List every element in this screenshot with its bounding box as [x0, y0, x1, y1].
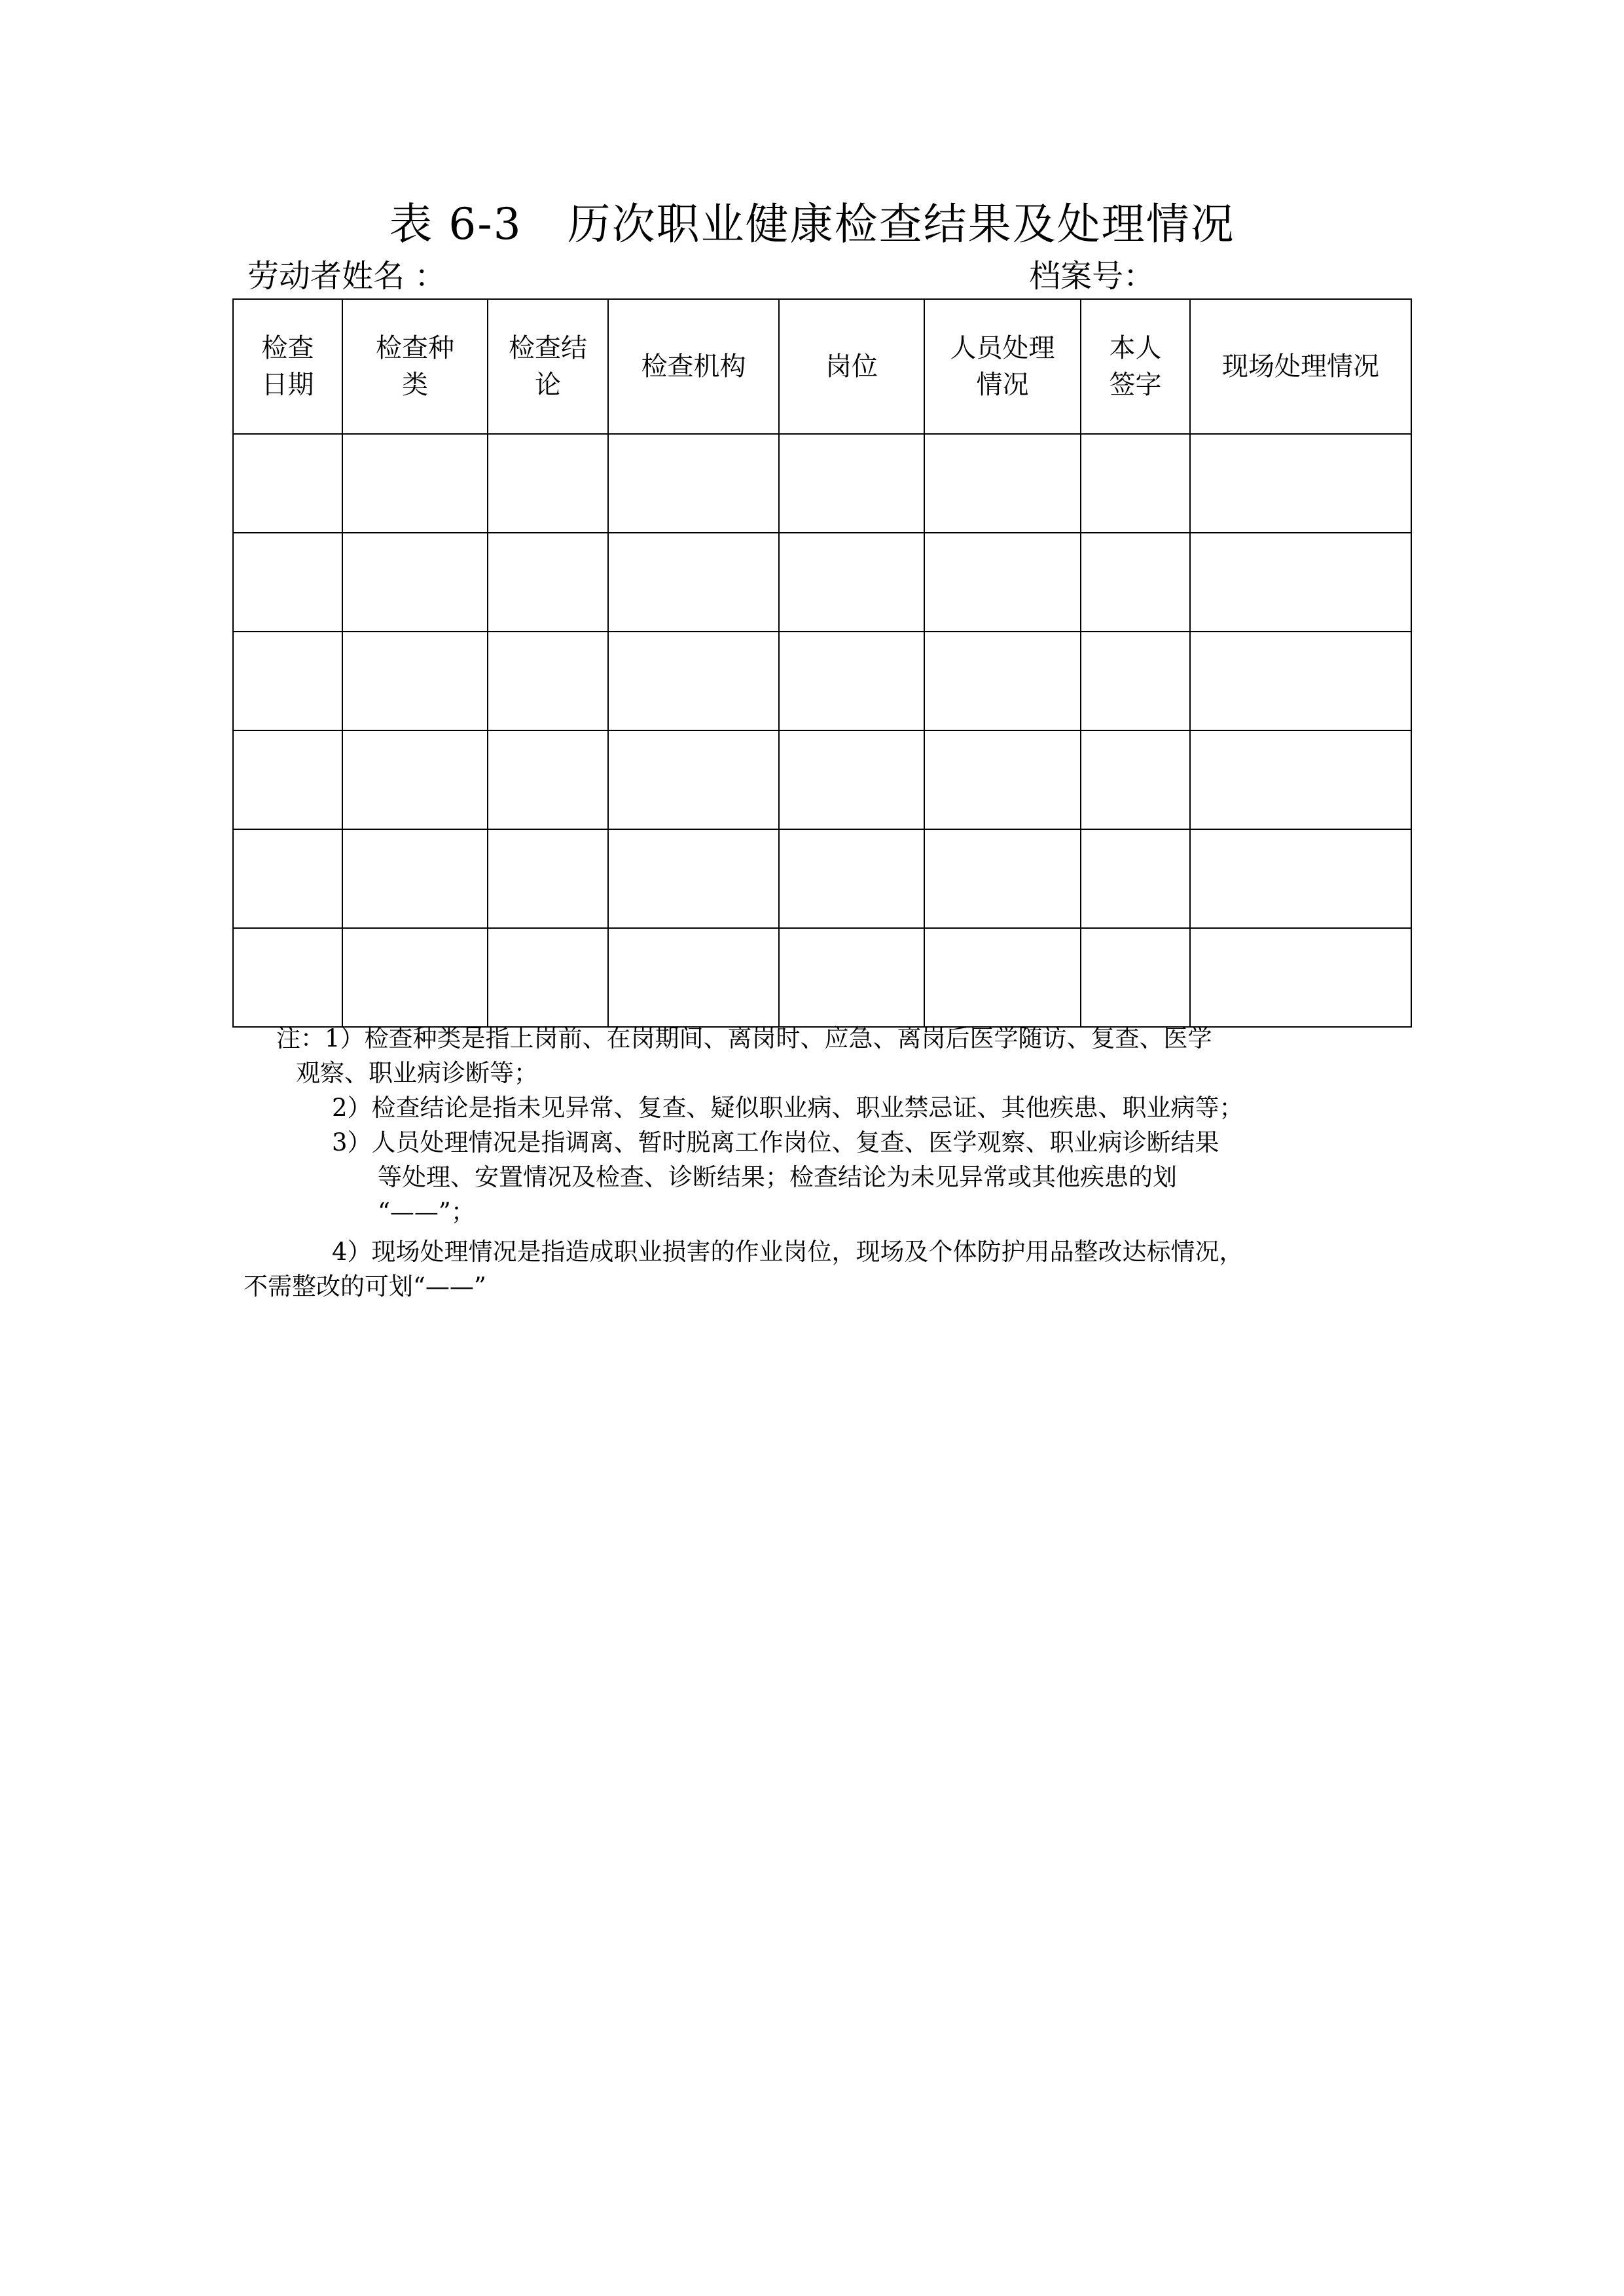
table-cell[interactable] — [1081, 730, 1190, 829]
table-cell[interactable] — [924, 434, 1081, 533]
table-cell[interactable] — [924, 533, 1081, 632]
table-cell[interactable] — [342, 632, 488, 730]
header-personnel-handling: 人员处理 情况 — [924, 299, 1081, 434]
table-cell[interactable] — [233, 730, 342, 829]
note-2: 2）检查结论是指未见异常、复查、疑似职业病、职业禁忌证、其他疾患、职业病等； — [332, 1094, 1244, 1122]
file-number-label: 档案号： — [1029, 258, 1155, 295]
note-4-line-2: 不需整改的可划“——” — [244, 1272, 486, 1300]
page-title: 表 6-3 历次职业健康检查结果及处理情况 — [389, 199, 1235, 249]
table-cell[interactable] — [233, 533, 342, 632]
table-cell[interactable] — [488, 829, 608, 928]
table-cell[interactable] — [924, 632, 1081, 730]
table-cell[interactable] — [1081, 829, 1190, 928]
table-row — [233, 928, 1411, 1027]
table-cell[interactable] — [488, 632, 608, 730]
table-cell[interactable] — [779, 632, 924, 730]
header-position: 岗位 — [779, 299, 924, 434]
table-cell[interactable] — [608, 928, 779, 1027]
table-notes — [244, 1021, 1409, 1304]
table-cell[interactable] — [779, 730, 924, 829]
note-3-line-2: 等处理、安置情况及检查、诊断结果；检查结论为未见异常或其他疾患的划 — [378, 1163, 1177, 1191]
table-cell[interactable] — [342, 829, 488, 928]
note-1 — [244, 1021, 1409, 1090]
note-3-line-1: 3）人员处理情况是指调离、暂时脱离工作岗位、复查、医学观察、职业病诊断结果 — [332, 1128, 1219, 1157]
table-cell[interactable] — [233, 829, 342, 928]
table-cell[interactable] — [342, 730, 488, 829]
header-exam-date: 检查 日期 — [233, 299, 342, 434]
table-row — [233, 829, 1411, 928]
table-cell[interactable] — [1190, 533, 1411, 632]
note-1-line-2: 观察、职业病诊断等； — [296, 1059, 538, 1087]
table-row — [233, 434, 1411, 533]
table-cell[interactable] — [488, 434, 608, 533]
worker-name-label: 劳动者姓名 ： — [247, 258, 446, 295]
table-cell[interactable] — [1190, 928, 1411, 1027]
exam-record-table — [232, 298, 1412, 1028]
table-cell[interactable] — [233, 928, 342, 1027]
table-cell[interactable] — [1081, 533, 1190, 632]
header-exam-institution: 检查机构 — [608, 299, 779, 434]
table-cell[interactable] — [233, 434, 342, 533]
table-cell[interactable] — [488, 533, 608, 632]
table-row — [233, 730, 1411, 829]
table-cell[interactable] — [488, 928, 608, 1027]
table-cell[interactable] — [342, 928, 488, 1027]
header-exam-type: 检查种 类 — [342, 299, 488, 434]
table-cell[interactable] — [779, 434, 924, 533]
table-cell[interactable] — [1190, 632, 1411, 730]
header-signature: 本人 签字 — [1081, 299, 1190, 434]
table-cell[interactable] — [1081, 434, 1190, 533]
note-4-line-1: 4）现场处理情况是指造成职业损害的作业岗位，现场及个体防护用品整改达标情况， — [332, 1238, 1244, 1266]
table-cell[interactable] — [608, 730, 779, 829]
table-cell[interactable] — [488, 730, 608, 829]
table-cell[interactable] — [1190, 730, 1411, 829]
table-cell[interactable] — [342, 533, 488, 632]
table-row — [233, 533, 1411, 632]
table-header-row — [233, 299, 1411, 434]
table-cell[interactable] — [1190, 434, 1411, 533]
table-cell[interactable] — [924, 730, 1081, 829]
header-exam-conclusion: 检查结 论 — [488, 299, 608, 434]
note-3-line-3: “——”； — [378, 1198, 475, 1226]
table-cell[interactable] — [1081, 928, 1190, 1027]
note-4 — [244, 1234, 1409, 1304]
table-cell[interactable] — [608, 632, 779, 730]
table-cell[interactable] — [608, 434, 779, 533]
table-cell[interactable] — [924, 829, 1081, 928]
note-1-line-1: 注：1）检查种类是指上岗前、在岗期间、离岗时、应急、离岗后医学随访、复查、医学 — [276, 1024, 1212, 1052]
table-cell[interactable] — [1190, 829, 1411, 928]
table-row — [233, 632, 1411, 730]
table-cell[interactable] — [779, 829, 924, 928]
table-cell[interactable] — [779, 928, 924, 1027]
header-onsite-handling: 现场处理情况 — [1190, 299, 1411, 434]
table-cell[interactable] — [608, 533, 779, 632]
table-cell[interactable] — [233, 632, 342, 730]
table-cell[interactable] — [342, 434, 488, 533]
table-cell[interactable] — [1081, 632, 1190, 730]
table-cell[interactable] — [924, 928, 1081, 1027]
note-3 — [244, 1125, 1409, 1229]
table-cell[interactable] — [779, 533, 924, 632]
table-cell[interactable] — [608, 829, 779, 928]
